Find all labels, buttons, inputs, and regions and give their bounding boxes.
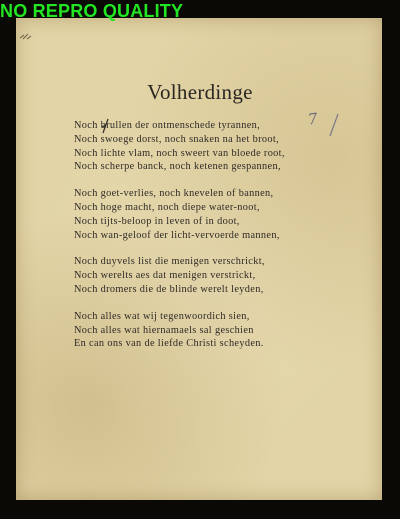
poem-line: Noch tijts-beloop in leven of in doot, [74, 215, 240, 227]
poem-body [74, 119, 354, 364]
poem-title: Volherdinge [147, 80, 253, 104]
poem-line: Noch scherpe banck, noch ketenen gespannen, [74, 161, 281, 173]
corner-ink-mark [18, 30, 34, 42]
watermark: NO REPRO QUALITY [0, 1, 184, 21]
poem-line: Noch lichte vlam, noch sweert van bloede root, [74, 147, 285, 159]
poem-line: Noch hoge macht, noch diepe water-noot, [74, 201, 260, 213]
poem-line: En can ons van de liefde Christi scheyden. [74, 338, 264, 350]
stanza-3 [74, 255, 354, 296]
poem-line: Noch brullen der ontmenschede tyrannen, [74, 120, 261, 131]
stanza-1 [74, 119, 354, 174]
poem-line: Noch wan-geloof der licht-vervoerde mannen, [74, 229, 280, 241]
stanza-4 [74, 310, 354, 351]
poem-line: Noch swoege dorst, noch snaken na het broot, [74, 133, 279, 145]
stanza-2 [74, 187, 354, 242]
poem-line: Noch goet-verlies, noch knevelen of bannen, [74, 188, 274, 200]
poem-line: Noch dromers die de blinde werelt leyden, [74, 283, 264, 295]
page-number: 7 [306, 109, 319, 129]
poem-line: Noch werelts aes dat menigen verstrickt, [74, 270, 256, 282]
poem-line: Noch alles wat wij tegenwoordich sien, [74, 310, 250, 322]
poem-line: Noch duyvels list die menigen verschrickt, [74, 256, 265, 268]
poem-line: Noch alles wat hiernamaels sal geschien [74, 324, 254, 336]
